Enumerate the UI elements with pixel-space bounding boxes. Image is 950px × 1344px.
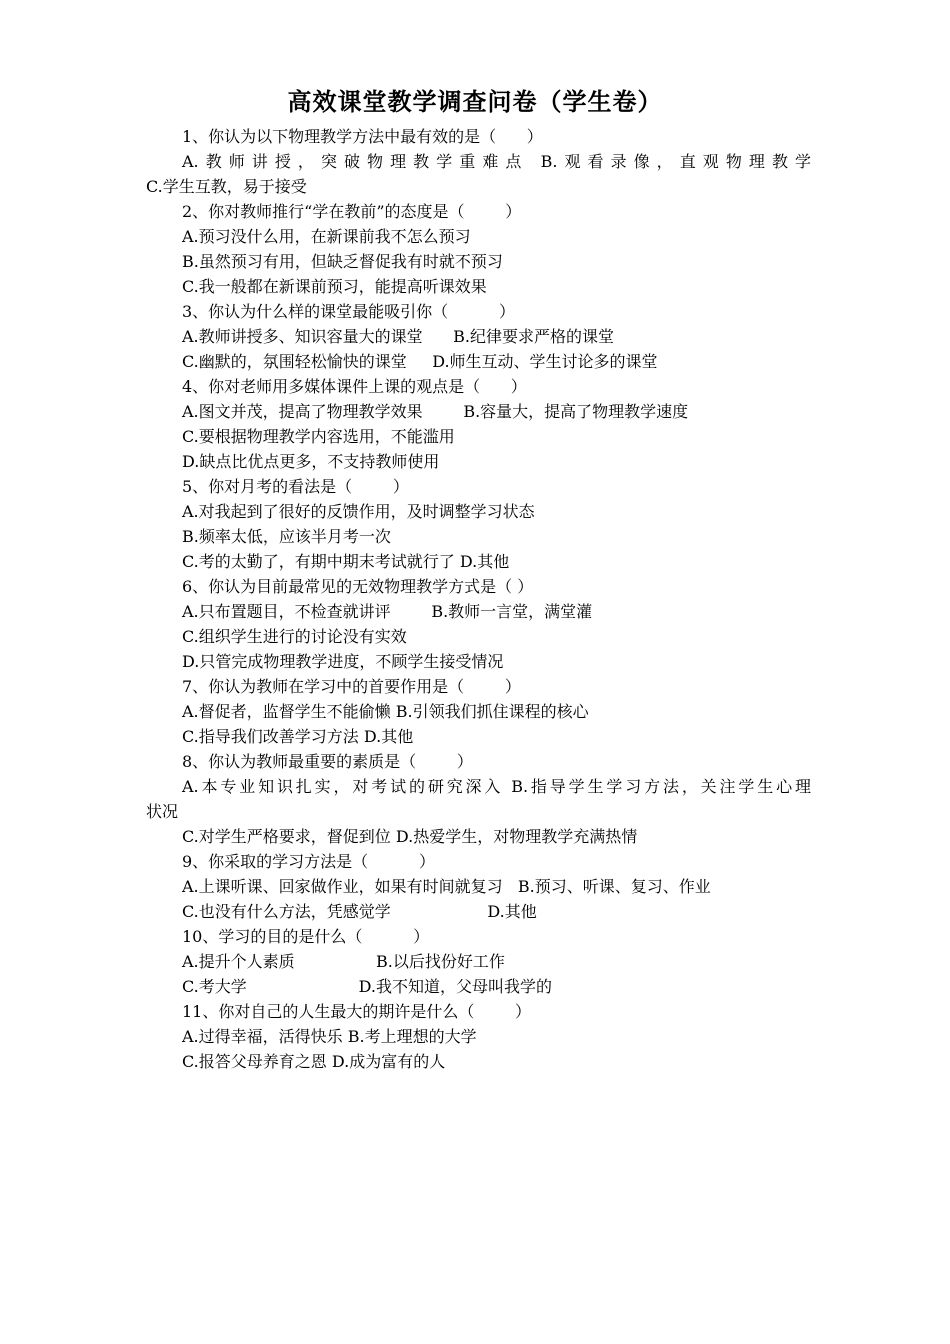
question-2-option-c: C.我一般都在新课前预习，能提高听课效果 [182,277,487,296]
question-6-options-ab: A.只布置题目，不检查就讲评 B.教师一言堂，满堂灌 [182,602,593,621]
question-1: 1、你认为以下物理教学方法中最有效的是（ ） [182,127,543,146]
question-6-option-d: D.只管完成物理教学进度，不顾学生接受情况 [182,652,504,671]
question-10-options-cd: C.考大学 D.我不知道，父母叫我学的 [182,977,552,996]
question-8-options-ab: A.本专业知识扎实，对考试的研究深入 B.指导学生学习方法，关注学生心理 [182,777,811,796]
question-10: 10、学习的目的是什么（ ） [182,927,430,946]
question-8-options-cd: C.对学生严格要求，督促到位 D.热爱学生，对物理教学充满热情 [182,827,638,846]
page-title: 高效课堂教学调查问卷（学生卷） [287,88,663,116]
question-9-options-ab: A.上课听课、回家做作业，如果有时间就复习 B.预习、听课、复习、作业 [182,877,711,896]
question-4-options-ab: A.图文并茂，提高了物理教学效果 B.容量大，提高了物理教学速度 [182,402,689,421]
question-8: 8、你认为教师最重要的素质是（ ） [182,752,473,771]
question-3: 3、你认为什么样的课堂最能吸引你（ ） [182,302,516,321]
question-4-option-d: D.缺点比优点更多，不支持教师使用 [182,452,440,471]
question-5: 5、你对月考的看法是（ ） [182,477,409,496]
question-1-options-ab: A.教师讲授，突破物理教学重难点 B.观看录像，直观物理教学 [182,152,811,171]
question-2-option-a: A.预习没什么用，在新课前我不怎么预习 [182,227,471,246]
question-2-option-b: B.虽然预习有用，但缺乏督促我有时就不预习 [182,252,503,271]
question-5-option-b: B.频率太低，应该半月考一次 [182,527,391,546]
question-4: 4、你对老师用多媒体课件上课的观点是（ ） [182,377,527,396]
question-11: 11、你对自己的人生最大的期许是什么（ ） [182,1002,532,1021]
question-3-options-ab: A.教师讲授多、知识容量大的课堂 B.纪律要求严格的课堂 [182,327,615,346]
question-9-options-cd: C.也没有什么方法，凭感觉学 D.其他 [182,902,537,921]
question-4-option-c: C.要根据物理教学内容选用，不能滥用 [182,427,455,446]
question-5-option-a: A.对我起到了很好的反馈作用，及时调整学习状态 [182,502,535,521]
question-2: 2、你对教师推行“学在教前”的态度是（ ） [182,202,522,221]
question-6: 6、你认为目前最常见的无效物理教学方式是（ ） [182,577,534,596]
question-11-options-ab: A.过得幸福，活得快乐 B.考上理想的大学 [182,1027,477,1046]
question-5-options-cd: C.考的太勤了，有期中期末考试就行了 D.其他 [182,552,510,571]
question-3-options-cd: C.幽默的，氛围轻松愉快的课堂 D.师生互动、学生讨论多的课堂 [182,352,658,371]
question-9: 9、你采取的学习方法是（ ） [182,852,436,871]
question-7: 7、你认为教师在学习中的首要作用是（ ） [182,677,521,696]
question-1-option-c: C.学生互教，易于接受 [146,177,307,196]
question-10-options-ab: A.提升个人素质 B.以后找份好工作 [182,952,505,971]
question-6-option-c: C.组织学生进行的讨论没有实效 [182,627,407,646]
question-11-options-cd: C.报答父母养育之恩 D.成为富有的人 [182,1052,446,1071]
question-8-options-ab-cont: 状况 [146,802,179,821]
question-7-options-cd: C.指导我们改善学习方法 D.其他 [182,727,414,746]
question-7-options-ab: A.督促者，监督学生不能偷懒 B.引领我们抓住课程的核心 [182,702,589,721]
